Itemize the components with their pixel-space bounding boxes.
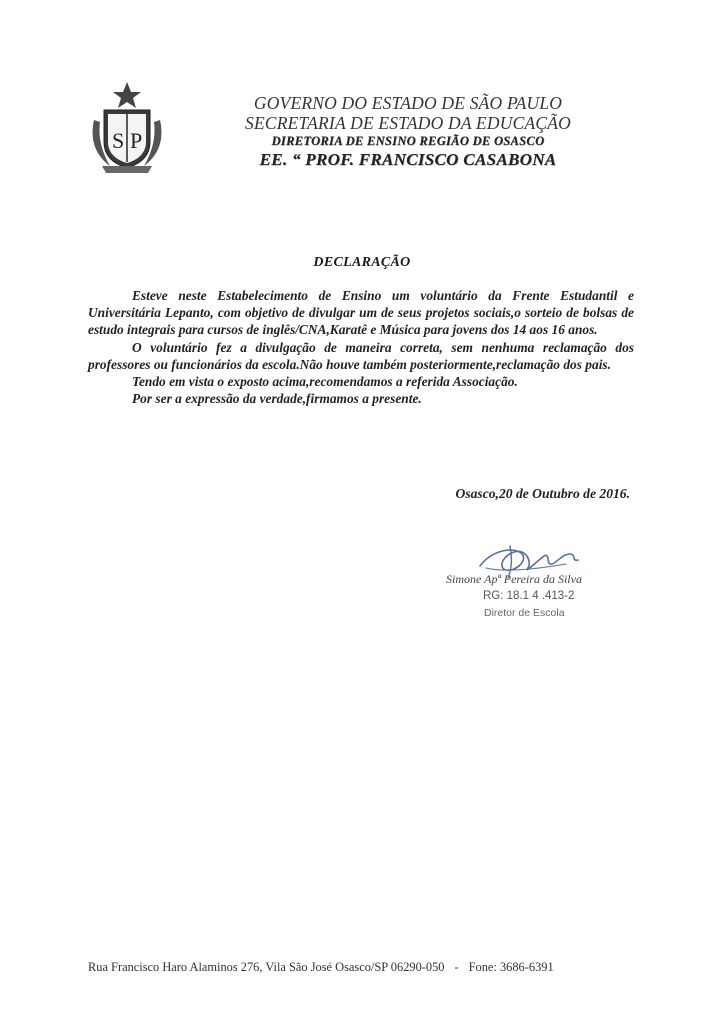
signer-name: Simone Apª Pereira da Silva: [446, 572, 582, 586]
body-paragraph-1: Esteve neste Estabelecimento de Ensino um voluntário da Frente Estudantil e Universitária Lepanto, com objetivo de divulgar um de seus projetos sociais,o sorteio de bolsas de estudo integrais para cursos de inglês/CNA,Karatê e Música para jovens dos 14 aos 16 anos.: [88, 288, 634, 338]
secretariat-name: SECRETARIA DE ESTADO DA EDUCAÇÃO: [245, 113, 571, 133]
svg-text:S: S: [112, 128, 125, 153]
footer-address: Rua Francisco Haro Alaminos 276, Vila São José Osasco/SP 06290-050: [88, 960, 445, 974]
signer-rg: RG: 18.1 4 .413-2: [483, 590, 575, 602]
government-name: GOVERNO DO ESTADO DE SÃO PAULO: [253, 93, 563, 113]
document-body: [88, 287, 634, 407]
body-paragraph-3: Tendo em vista o exposto acima,recomendamos a referida Associação.: [132, 374, 518, 390]
letterhead: [218, 93, 598, 170]
directorate-name: DIRETORIA DE ENSINO REGIÃO DE OSASCO: [271, 134, 545, 148]
body-paragraph-4: Por ser a expressão da verdade,firmamos a presente.: [132, 391, 422, 407]
footer-separator: -: [454, 960, 459, 974]
document-date: Osasco,20 de Outubro de 2016.: [455, 486, 630, 501]
state-crest-icon: [88, 80, 166, 176]
svg-text:P: P: [130, 128, 143, 153]
signer-role: Diretor de Escola: [484, 607, 565, 619]
document-title: DECLARAÇÃO: [313, 255, 411, 270]
footer: [88, 960, 554, 975]
footer-phone: Fone: 3686-6391: [468, 960, 554, 974]
school-name: EE. “ PROF. FRANCISCO CASABONA: [259, 150, 557, 169]
body-paragraph-2: O voluntário fez a divulgação de maneira correta, sem nenhuma reclamação dos professores ou funcionários da escola.Não houve também posteriormente,reclamação dos pais.: [88, 339, 634, 372]
